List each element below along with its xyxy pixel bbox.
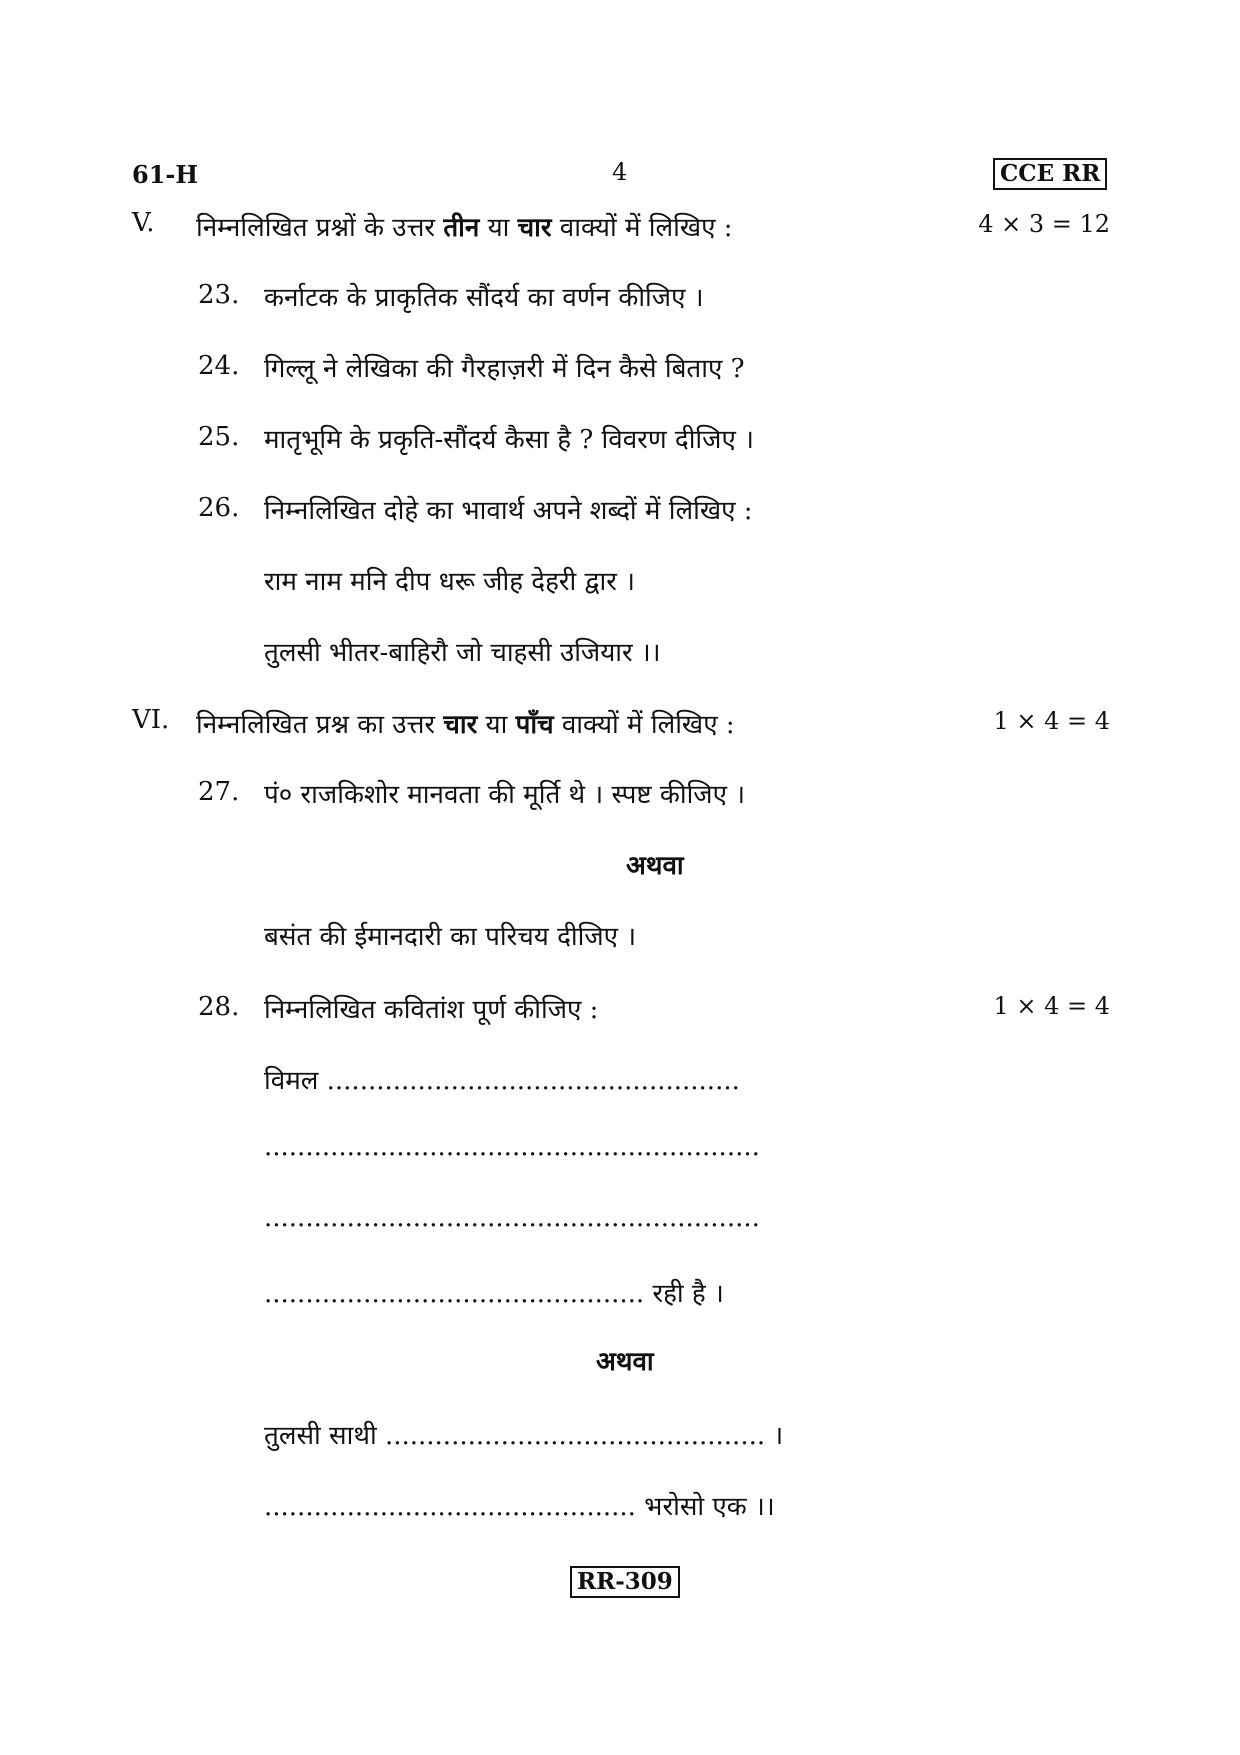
- instr-bold: चार: [443, 710, 478, 740]
- question-number: 23.: [198, 280, 240, 310]
- series-badge: CCE RR: [993, 158, 1107, 190]
- paper-code: 61-H: [132, 160, 199, 189]
- question-text: कर्नाटक के प्राकृतिक सौंदर्य का वर्णन कीजिए ।: [264, 283, 704, 313]
- poem-line: .............................................. रही है ।: [264, 1279, 724, 1309]
- question-marks: 1 × 4 = 4: [993, 992, 1110, 1020]
- page-number: 4: [612, 158, 628, 186]
- poem-line: ............................................................: [264, 1132, 760, 1162]
- section-vi-marks: 1 × 4 = 4: [993, 707, 1110, 735]
- question-text: निम्नलिखित दोहे का भावार्थ अपने शब्दों में लिखिए :: [264, 496, 753, 526]
- question-text-alt: बसंत की ईमानदारी का परिचय दीजिए ।: [264, 922, 637, 952]
- poem-line: ............................................................: [264, 1203, 760, 1233]
- athava-label: अथवा: [626, 851, 684, 881]
- doha-line: तुलसी भीतर-बाहिरौ जो चाहसी उजियार ।।: [264, 638, 661, 668]
- section-vi-instruction: [196, 705, 735, 741]
- poem-line: विमल ..................................................: [264, 1066, 740, 1096]
- question-text: गिल्लू ने लेखिका की गैरहाज़री में दिन कैसे बिताए ?: [264, 354, 745, 384]
- question-text: मातृभूमि के प्रकृति-सौंदर्य कैसा है ? विवरण दीजिए ।: [264, 425, 754, 455]
- question-text: निम्नलिखित कवितांश पूर्ण कीजिए :: [264, 995, 599, 1025]
- poem-line: ............................................. भरोसो एक ।।: [264, 1492, 775, 1522]
- instr-text: या: [479, 213, 518, 243]
- instr-text: वाक्यों में लिखिए :: [551, 213, 733, 243]
- instr-text: निम्नलिखित प्रश्नों के उत्तर: [196, 213, 444, 243]
- section-v-instruction: [196, 208, 733, 244]
- instr-text: निम्नलिखित प्रश्न का उत्तर: [196, 710, 444, 740]
- instr-text: या: [477, 710, 516, 740]
- section-v-roman: V.: [132, 208, 155, 238]
- question-number: 27.: [198, 777, 240, 807]
- instr-bold: चार: [517, 213, 552, 243]
- instr-text: वाक्यों में लिखिए :: [553, 710, 735, 740]
- question-number: 24.: [198, 351, 240, 381]
- question-number: 26.: [198, 493, 240, 523]
- section-v-marks: 4 × 3 = 12: [978, 210, 1110, 238]
- doha-line: राम नाम मनि दीप धरू जीह देहरी द्वार ।: [264, 567, 635, 597]
- poem-line: तुलसी साथी .............................................. ।: [264, 1421, 784, 1451]
- footer-code-badge: RR-309: [570, 1566, 680, 1598]
- question-text: पं० राजकिशोर मानवता की मूर्ति थे । स्पष्ट कीजिए ।: [264, 780, 746, 810]
- instr-bold: तीन: [443, 213, 480, 243]
- instr-bold: पाँच: [515, 710, 554, 740]
- athava-label: अथवा: [596, 1347, 654, 1377]
- question-number: 25.: [198, 422, 240, 452]
- question-number: 28.: [198, 992, 240, 1022]
- section-vi-roman: VI.: [132, 705, 170, 735]
